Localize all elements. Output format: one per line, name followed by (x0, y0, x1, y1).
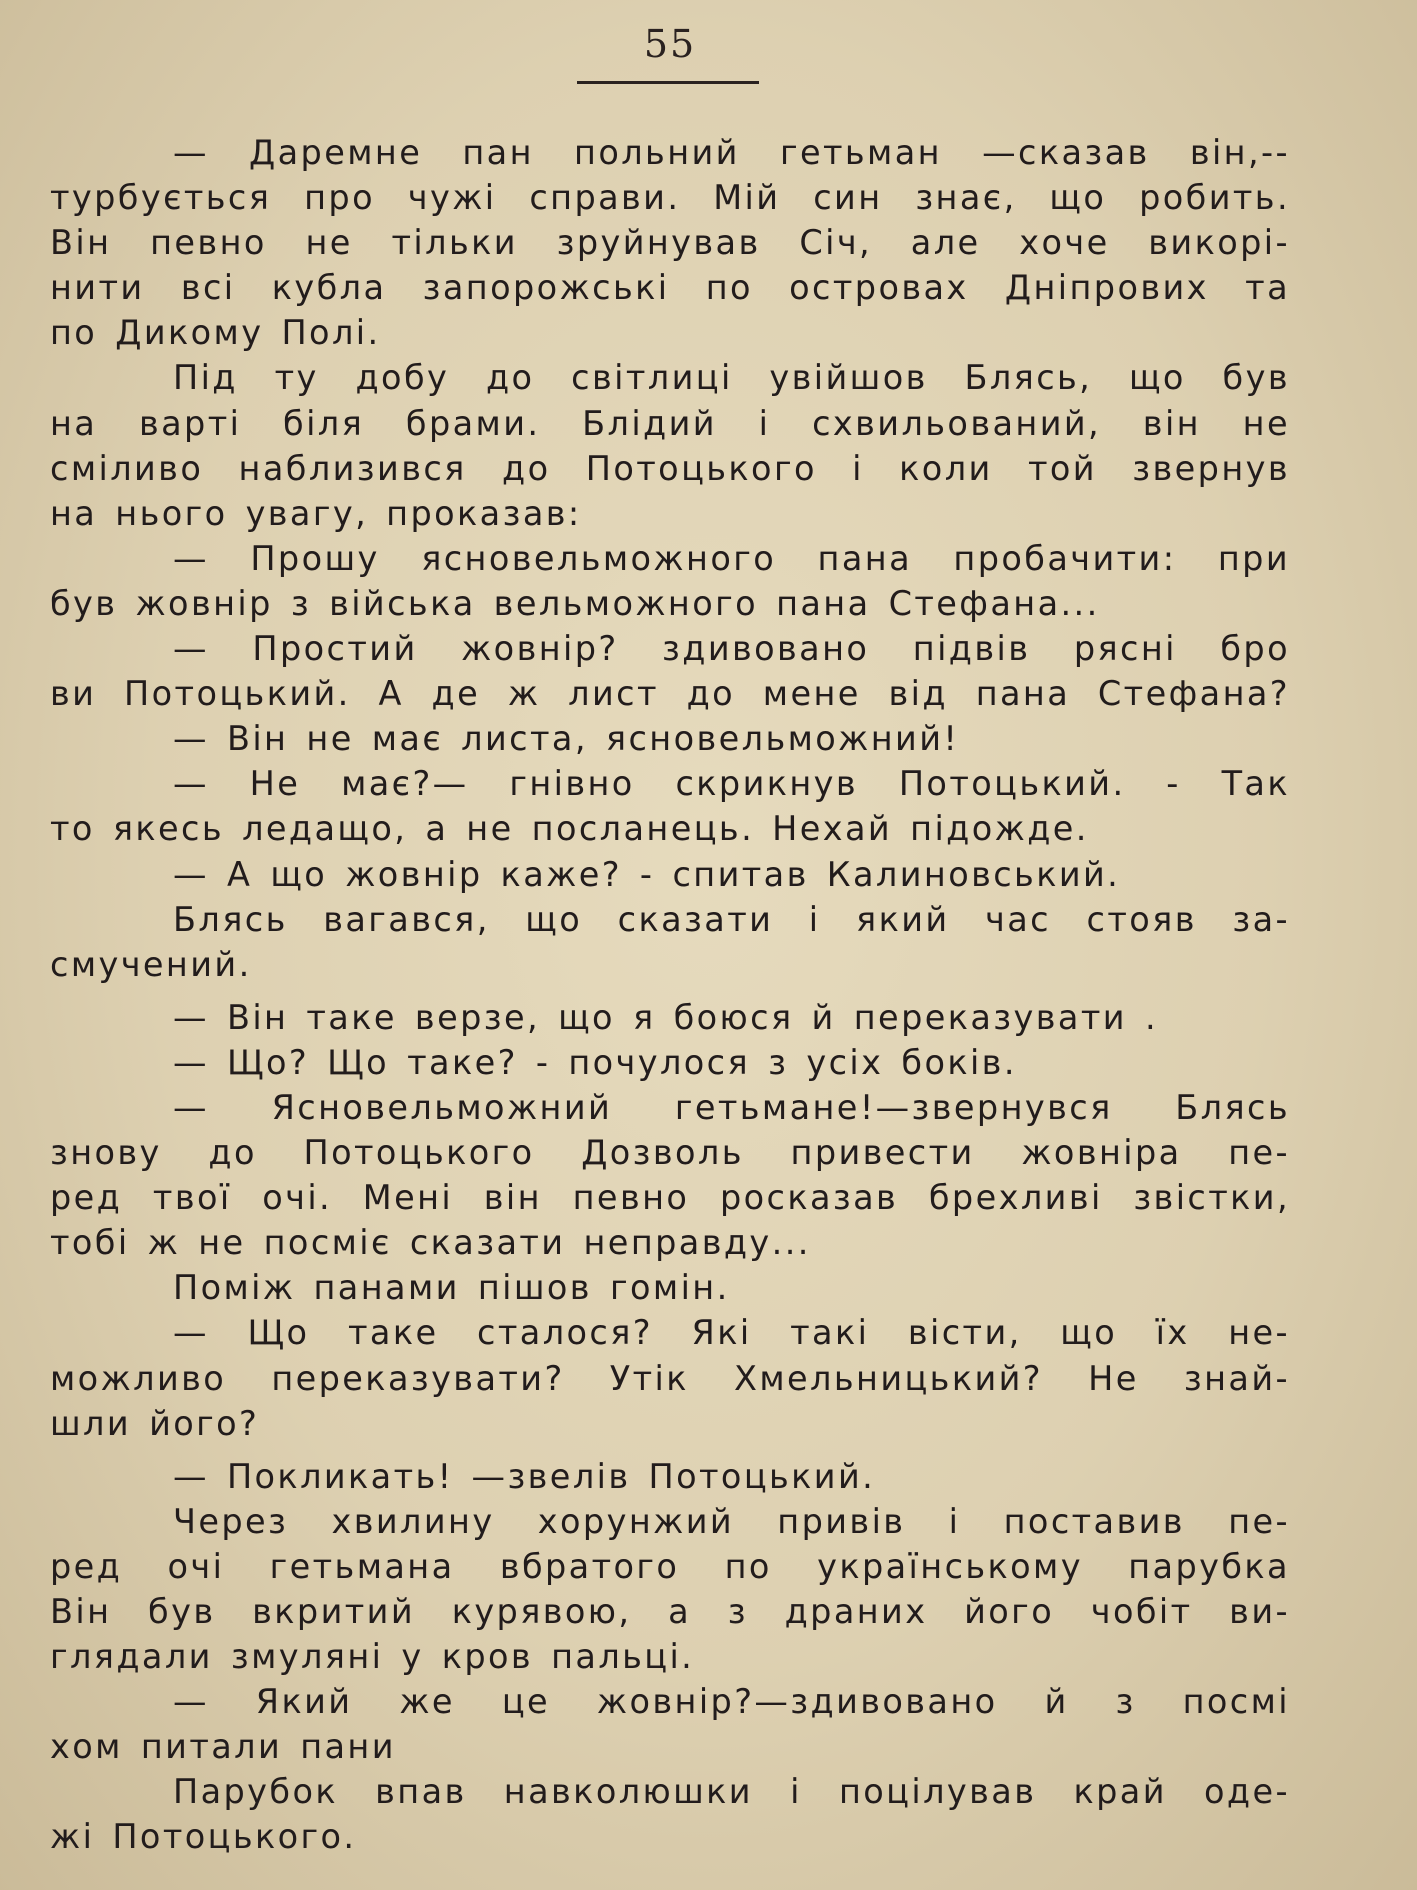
page-number: 55 (643, 22, 697, 66)
text-line: ред очі гетьмана вбратого по українському парубка (50, 1546, 1290, 1586)
text-line: був жовнір з війська вельможного пана Стефана... (50, 583, 1100, 623)
text-line: — Він не має листа, ясновельможний! (173, 719, 960, 759)
text-line: смучений. (50, 944, 252, 984)
text-line: — Який же це жовнір?—здивовано й з посмі (173, 1682, 1290, 1722)
text-line: Через хвилину хорунжий привів і поставив пе- (173, 1501, 1290, 1541)
header-rule (577, 81, 759, 84)
text-line: жі Потоцького. (50, 1817, 357, 1857)
text-line: знову до Потоцького Дозволь привести жовніра пе- (50, 1133, 1290, 1173)
text-line: ред твої очі. Мені він певно росказав брехливі звістки, (50, 1178, 1290, 1218)
text-line: хом питали пани (50, 1727, 396, 1767)
text-line: на варті біля брами. Блідий і схвильований, він не (50, 403, 1290, 443)
text-line: шли його? (50, 1403, 260, 1443)
text-line: — Простий жовнір? здивовано підвів рясні бро (173, 629, 1290, 669)
body-text (50, 130, 1290, 1860)
text-line: то якесь ледащо, а не посланець. Нехай підожде. (50, 809, 1089, 849)
text-line: — Ясновельможний гетьмане!—звернувся Блясь (173, 1087, 1290, 1127)
text-line: глядали змуляні у кров пальці. (50, 1637, 695, 1677)
text-line: тобі ж не посміє сказати неправду... (50, 1223, 811, 1263)
text-line: Блясь вагався, що сказати і який час стояв за- (173, 899, 1290, 939)
text-line: Він був вкритий курявою, а з драних його чобіт ви- (50, 1592, 1290, 1631)
text-line: — А що жовнір каже? - спитав Калиновський. (173, 854, 1121, 894)
text-line: Під ту добу до світлиці увійшов Блясь, що був (173, 358, 1290, 398)
text-line: нити всі кубла запорожські по островах Дніпрових та (50, 268, 1290, 308)
text-line: — Він таке верзе, що я боюся й переказувати . (173, 997, 1159, 1037)
text-line: — Що? Що таке? - почулося з усіх боків. (173, 1042, 1017, 1082)
text-line: — Даремне пан польний гетьман —сказав він,-- (173, 133, 1290, 172)
text-line: можливо переказувати? Утік Хмельницький? Не знай- (50, 1358, 1290, 1398)
text-line: сміливо наблизився до Потоцького і коли той звернув (50, 448, 1290, 488)
text-line: Поміж панами пішов гомін. (173, 1268, 730, 1308)
text-line: турбується про чужі справи. Мій син знає, що робить. (50, 178, 1290, 218)
text-line: — Що таке сталося? Які такі вісти, що їх не- (173, 1313, 1290, 1353)
text-line: Парубок впав навколюшки і поцілував край оде- (173, 1772, 1290, 1812)
text-line: — Покликать! —звелів Потоцький. (173, 1456, 876, 1496)
text-line: Він певно не тільки зруйнував Січ, але хоче викорі- (50, 223, 1290, 263)
text-line: на нього увагу, проказав: (50, 493, 582, 533)
text-line: — Прошу ясновельможного пана пробачити: при (173, 538, 1290, 578)
text-line: по Дикому Полі. (50, 313, 381, 353)
text-line: — Не має?— гнівно скрикнув Потоцький. - Так (173, 764, 1290, 804)
text-line: ви Потоцький. А де ж лист до мене від пана Стефана? (50, 674, 1290, 714)
